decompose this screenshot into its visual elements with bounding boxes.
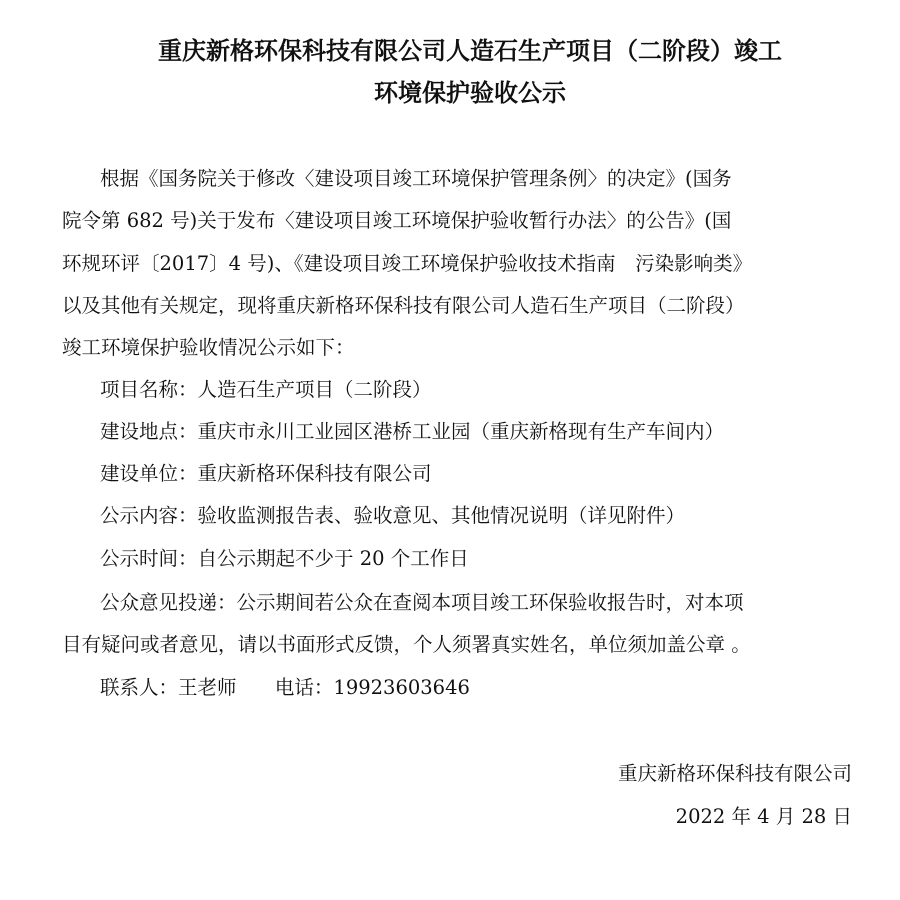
intro-paragraph-line-1: 根据《国务院关于修改〈建设项目竣工环境保护管理条例〉的决定》(国务	[100, 167, 732, 190]
contact-row	[100, 674, 470, 702]
construction-location-field: 建设地点：重庆市永川工业园区港桥工业园（重庆新格现有生产车间内）	[100, 420, 725, 443]
project-name-field: 项目名称：人造石生产项目（二阶段）	[100, 378, 432, 401]
public-feedback-line-1: 公众意见投递：公示期间若公众在查阅本项目竣工环保验收报告时，对本项	[100, 591, 744, 614]
document-title-line-2: 环境保护验收公示	[374, 78, 566, 107]
public-feedback-line-2: 目有疑问或者意见，请以书面形式反馈，个人须署真实姓名，单位须加盖公章 。	[62, 633, 751, 656]
contact-person: 联系人：王老师	[100, 676, 237, 699]
contact-phone: 电话：19923603646	[274, 676, 470, 699]
construction-unit-field: 建设单位：重庆新格环保科技有限公司	[100, 462, 432, 485]
signature-company: 重庆新格环保科技有限公司	[617, 762, 852, 785]
document-title-line-1: 重庆新格环保科技有限公司人造石生产项目（二阶段）竣工	[158, 36, 782, 65]
signature-date: 2022 年 4 月 28 日	[675, 805, 852, 828]
intro-paragraph-line-2: 院令第 682 号)关于发布〈建设项目竣工环境保护验收暂行办法〉的公告》(国	[62, 209, 732, 232]
intro-paragraph-line-3: 环规环评〔2017〕4 号)、《建设项目竣工环境保护验收技术指南 污染影响类》	[62, 252, 753, 275]
announcement-content-field: 公示内容：验收监测报告表、验收意见、其他情况说明（详见附件）	[100, 504, 686, 527]
announcement-period-field: 公示时间：自公示期起不少于 20 个工作日	[100, 547, 469, 570]
intro-paragraph-line-5: 竣工环境保护验收情况公示如下：	[62, 336, 355, 359]
intro-paragraph-line-4: 以及其他有关规定，现将重庆新格环保科技有限公司人造石生产项目（二阶段）	[62, 294, 745, 317]
